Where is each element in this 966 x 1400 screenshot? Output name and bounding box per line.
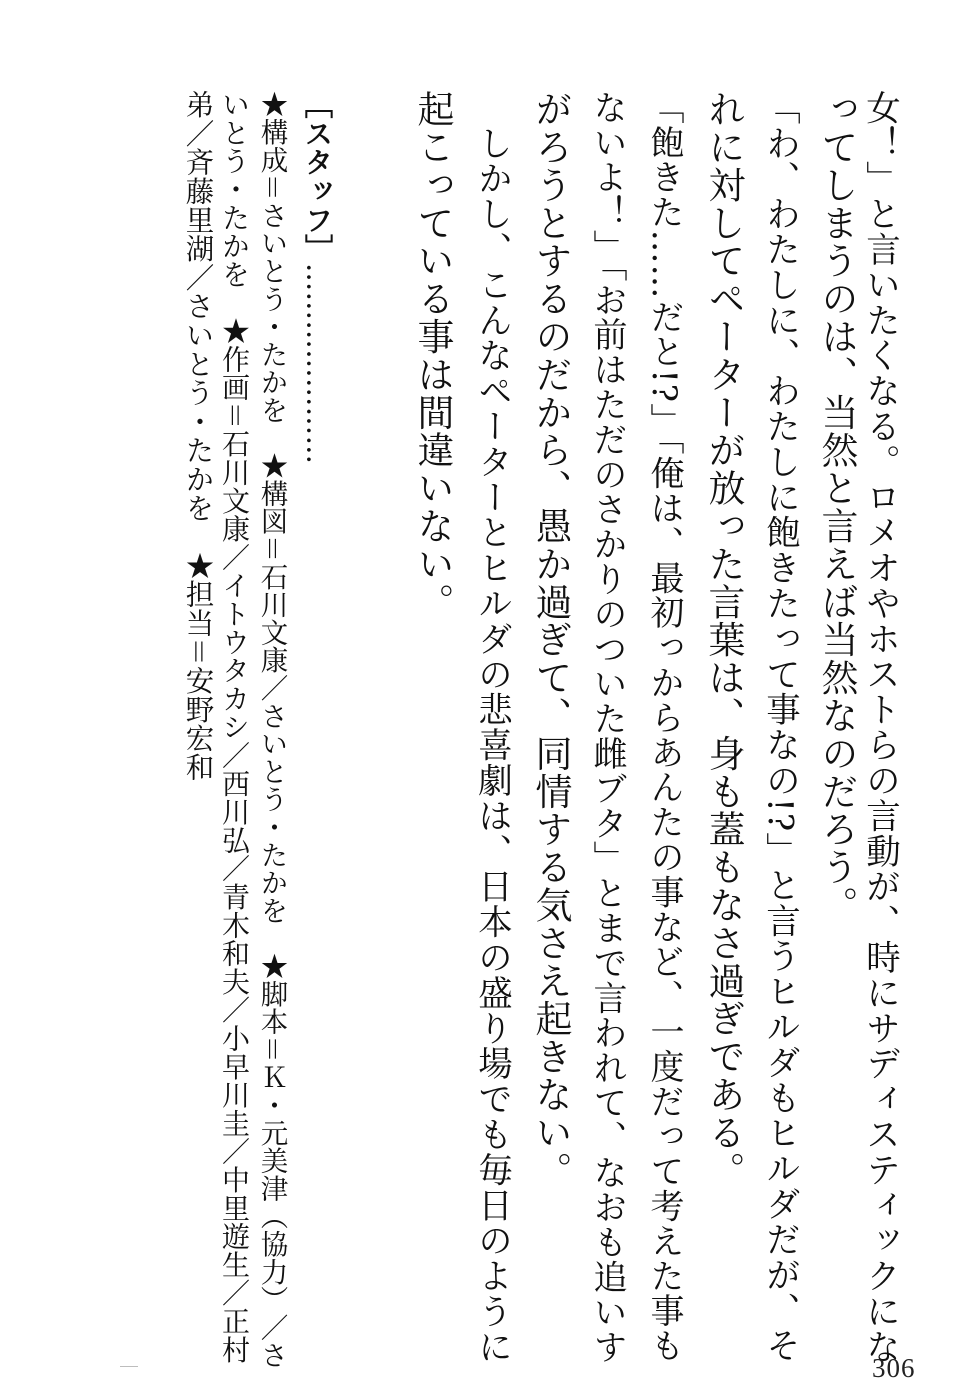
body-line-1: 女！」と言いたくなる。ロメオやホストらの言動が、時にサディスティックにな — [859, 90, 900, 1365]
gutter-mark — [120, 1366, 138, 1367]
body-line-8: しかし、こんなペーターとヒルダの悲喜劇は、日本の盛り場でも毎日のように — [471, 90, 512, 1365]
body-line-5: 「飽きた……だと!?」「俺は、最初っからあんたの事など、一度だって考えた事も — [644, 90, 684, 1364]
staff-line-2: いとう・たかを ★作画＝石川文康／イトウタカシ／西川弘／青木和夫／小早川圭／中里遊生／正村 — [218, 90, 251, 1364]
body-line-2: ってしまうのは、当然と言えば当然なのだろう。 — [815, 90, 858, 924]
body-line-7: がろうとするのだから、愚か過ぎて、同情する気さえ起きない。 — [529, 90, 572, 1190]
body-line-9: 起こっている事は間違いない。 — [411, 90, 454, 621]
staff-heading: ［スタッフ］ — [300, 90, 334, 263]
staff-heading-line — [300, 90, 334, 465]
body-line-3: 「わ、わたしに、わたしに飽きたって事なの!?」と言うヒルダもヒルダだが、そ — [759, 90, 800, 1364]
staff-line-1: ★構成＝さいとう・たかを ★構図＝石川文康／さいとう・たかを ★脚本＝Ｋ・元美津（協力）／さ — [255, 90, 288, 1369]
staff-leader-dots: ………………… — [300, 262, 334, 465]
body-line-4: れに対してペーターが放った言葉は、身も蓋もなさ過ぎである。 — [702, 90, 745, 1190]
body-line-6: ないよ！」「お前はただのさかりのついた雌ブタ」とまで言われて、なおも追いす — [587, 90, 627, 1365]
page-number: 306 — [872, 1353, 916, 1383]
staff-line-3: 弟／斉藤里湖／さいとう・たかを ★担当＝安野宏和 — [181, 90, 215, 782]
